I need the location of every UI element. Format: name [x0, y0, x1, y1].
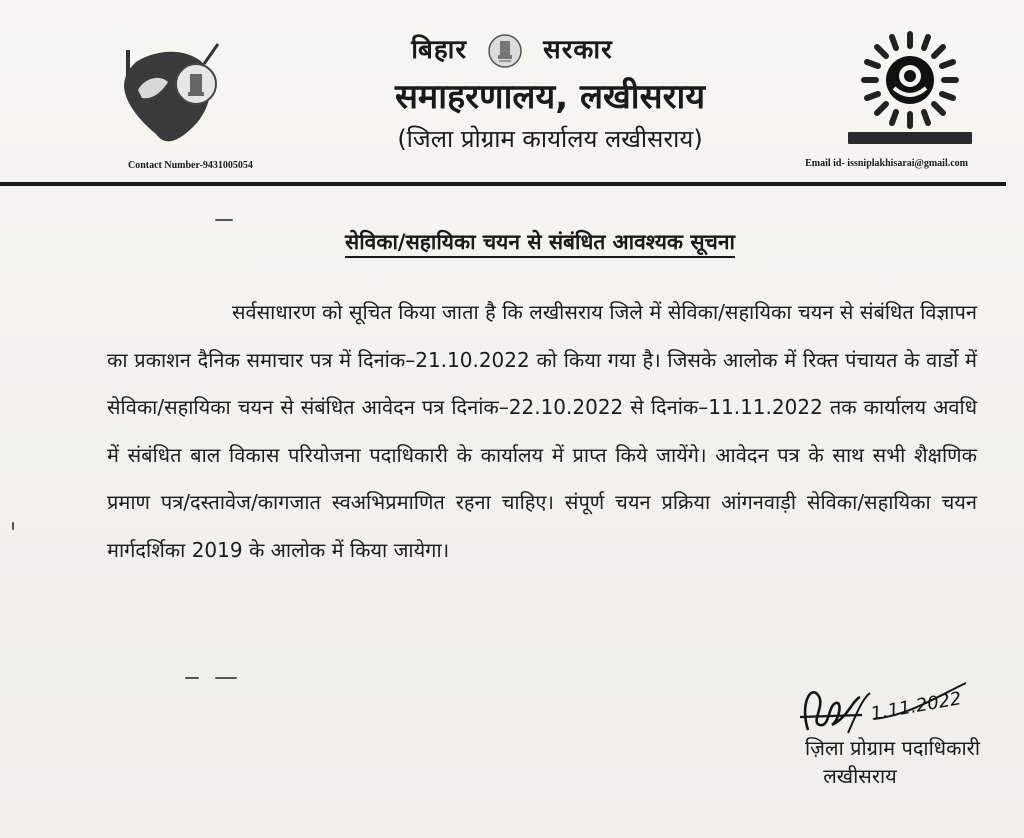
- notice-heading-wrap: [0, 228, 1024, 256]
- national-emblem-icon: [487, 33, 523, 69]
- scan-speck: [185, 677, 199, 679]
- contact-number: Contact Number-9431005054: [128, 160, 253, 171]
- icds-sun-logo: [860, 30, 960, 130]
- office-subtitle: (जिला प्रोग्राम कार्यालय लखीसराय): [397, 125, 703, 153]
- notice-body: सर्वसाधारण को सूचित किया जाता है कि लखीसराय जिले में सेविका/सहायिका चयन से संबंधित विज्ञापन का प्रकाशन दैनिक समाचार पत्र में दिनांक–21.10.2022 को किया गया है। जिसके आलोक में रिक्त पंचायत के वार्डो में सेविका/सहायिका चयन से संबंधित आवेदन पत्र दिनांक–22.10.2022 से दिनांक–11.11.2022 तक कार्यालय अवधि में संबंधित बाल विकास परियोजना पदाधिकारी के कार्यालय में प्राप्त किये जायेंगे। आवेदन पत्र के साथ सभी शैक्षणिक प्रमाण पत्र/दस्तावेज/कागजात स्वअभिप्रमाणित रहना चाहिए। संपूर्ण चयन प्रक्रिया आंगनवाड़ी सेविका/सहायिका चयन मार्गदर्शिका 2019 के आलोक में किया जायेगा।: [107, 300, 977, 562]
- scan-speck: [215, 677, 237, 679]
- government-word: सरकार: [543, 35, 613, 65]
- signatory-title: ज़िला प्रोग्राम पदाधिकारी: [805, 736, 980, 760]
- signatory-place: लखीसराय: [823, 764, 897, 788]
- scan-speck: [12, 522, 14, 530]
- notice-heading: सेविका/सहायिका चयन से संबंधित आवश्यक सूचना: [345, 230, 735, 258]
- email-address: Email id- issniplakhisarai@gmail.com: [805, 158, 968, 169]
- scan-speck: [215, 219, 233, 221]
- header-divider: [0, 182, 1006, 186]
- state-name: बिहार: [411, 35, 468, 65]
- office-title: समाहरणालय, लखीसराय: [394, 77, 706, 117]
- logo-caption-strip: [848, 132, 972, 144]
- signature-date: 1.11.2022: [869, 688, 964, 725]
